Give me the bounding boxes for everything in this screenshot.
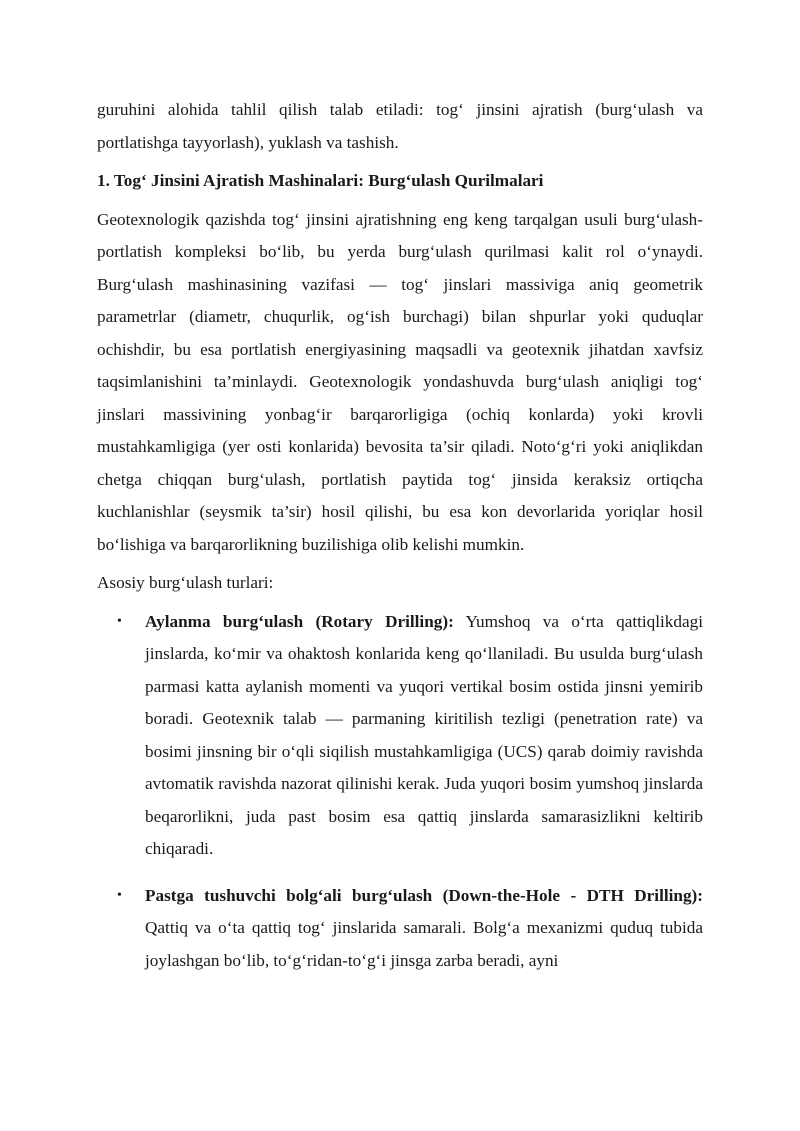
drilling-types-list (97, 606, 703, 978)
bullet-icon: • (117, 887, 122, 903)
list-item (97, 606, 703, 866)
body-paragraph: Geotexnologik qazishda tog‘ jinsini ajratishning eng keng tarqalgan usuli burg‘ulash-portlatish kompleksi bo‘lib, bu yerda burg‘ulash qurilmasi kalit rol o‘ynaydi. Burg‘ulash mashinasining vazifasi — tog‘ jinslari massiviga aniq geometrik parametrlar (diametr, chuqurlik, og‘ish burchagi) bilan shpurlar yoki quduqlar ochishdir, bu esa portlatish energiyasining maqsadli va geotexnik jihatdan xavfsiz taqsimlanishini ta’minlaydi. Geotexnologik yondashuvda burg‘ulash aniqligi tog‘ jinslari massivining yonbag‘ir barqarorligiga (ochiq konlarda) yoki krovli mustahkamligiga (yer osti konlarida) bevosita ta’sir qiladi. Noto‘g‘ri yoki aniqlikdan chetga chiqqan burg‘ulash, portlatish paytida tog‘ jinsida keraksiz ortiqcha kuchlanishlar (seysmik ta’sir) hosil qilishi, bu esa kon devorlarida yoriqlar hosil bo‘lishiga va barqarorlikning buzilishiga olib kelishi mumkin. (97, 209, 703, 554)
bullet-icon: • (117, 613, 122, 629)
list-item-text: Yumshoq va o‘rta qattiqlikdagi jinslarda, ko‘mir va ohaktosh konlarida keng qo‘llaniladi. Bu usulda burg‘ulash parmasi katta aylanish momenti va yuqori vertikal bosim ostida jinsni yemirib boradi. Geotexnik talab — parmaning kiritilish tezligi (penetration rate) va bosimi jinsning bir o‘qli siqilish mustahkamligiga (UCS) qarab doimiy ravishda avtomatik ravishda nazorat qilinishi kerak. Juda yuqori bosim yumshoq jinslarda beqarorlikni, juda past bosim esa qattiq jinslarda samarasizlikni keltirib chiqaradi. (145, 611, 703, 858)
list-item-term: Pastga tushuvchi bolg‘ali burg‘ulash (Down-the-Hole - DTH Drilling): (145, 885, 703, 905)
list-item-text: Qattiq va o‘ta qattiq tog‘ jinslarida samarali. Bolg‘a mexanizmi quduq tubida joylashgan bo‘lib, to‘g‘ridan-to‘g‘i jinsga zarba beradi, ayni (145, 918, 703, 970)
intro-paragraph: guruhini alohida tahlil qilish talab etiladi: tog‘ jinsini ajratish (burg‘ulash va portlatishga tayyorlash), yuklash va tashish. (97, 100, 703, 152)
list-lead: Asosiy burg‘ulash turlari: (97, 573, 274, 592)
document-page (97, 94, 703, 991)
section-heading: 1. Tog‘ Jinsini Ajratish Mashinalari: Burg‘ulash Qurilmalari (97, 171, 544, 190)
list-item (97, 880, 703, 978)
list-item-term: Aylanma burg‘ulash (Rotary Drilling): (145, 611, 454, 631)
